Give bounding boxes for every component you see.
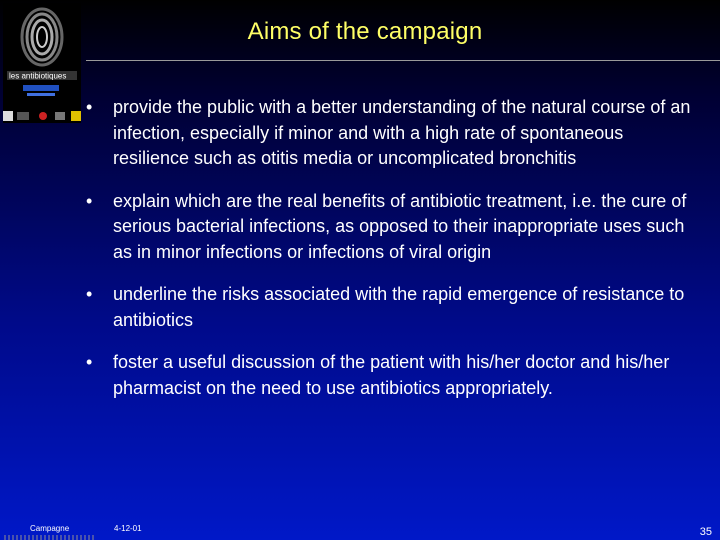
campaign-logo-graphic [3,3,81,123]
logo-text: les antibiotiques [9,71,67,81]
bullet-icon: • [86,284,93,304]
campaign-logo [3,3,81,123]
footer-date: 4-12-01 [114,524,142,533]
bullet-icon: • [86,352,93,372]
bullet-item [86,95,696,172]
bullet-text: explain which are the real benefits of antibiotic treatment, i.e. the cure of serious bacterial infections, as opposed to their inappropriate uses such as in minor infections or infections of viral origin [113,190,687,262]
slide-title: Aims of the campaign [247,18,483,45]
bullet-item [86,350,696,401]
footer-subtext-decoration [4,535,94,540]
bullet-text: foster a useful discussion of the patient with his/her doctor and his/her pharmacist on the need to use antibiotics appropriately. [113,352,670,398]
bullet-icon: • [86,97,93,117]
bullet-item [86,189,696,266]
aims-bullet-list [86,95,696,418]
page-number: 35 [699,526,712,538]
bullet-text: underline the risks associated with the rapid emergence of resistance to antibiotics [113,284,685,330]
footer-campaign-label: Campagne [30,524,70,533]
bullet-icon: • [86,190,93,211]
bullet-item [86,282,696,333]
bullet-text: provide the public with a better understanding of the natural course of an infection, especially if minor and with a high rate of spontaneous resilience such as otitis media or uncomplicated bronchitis [113,97,691,168]
title-divider [86,60,720,61]
